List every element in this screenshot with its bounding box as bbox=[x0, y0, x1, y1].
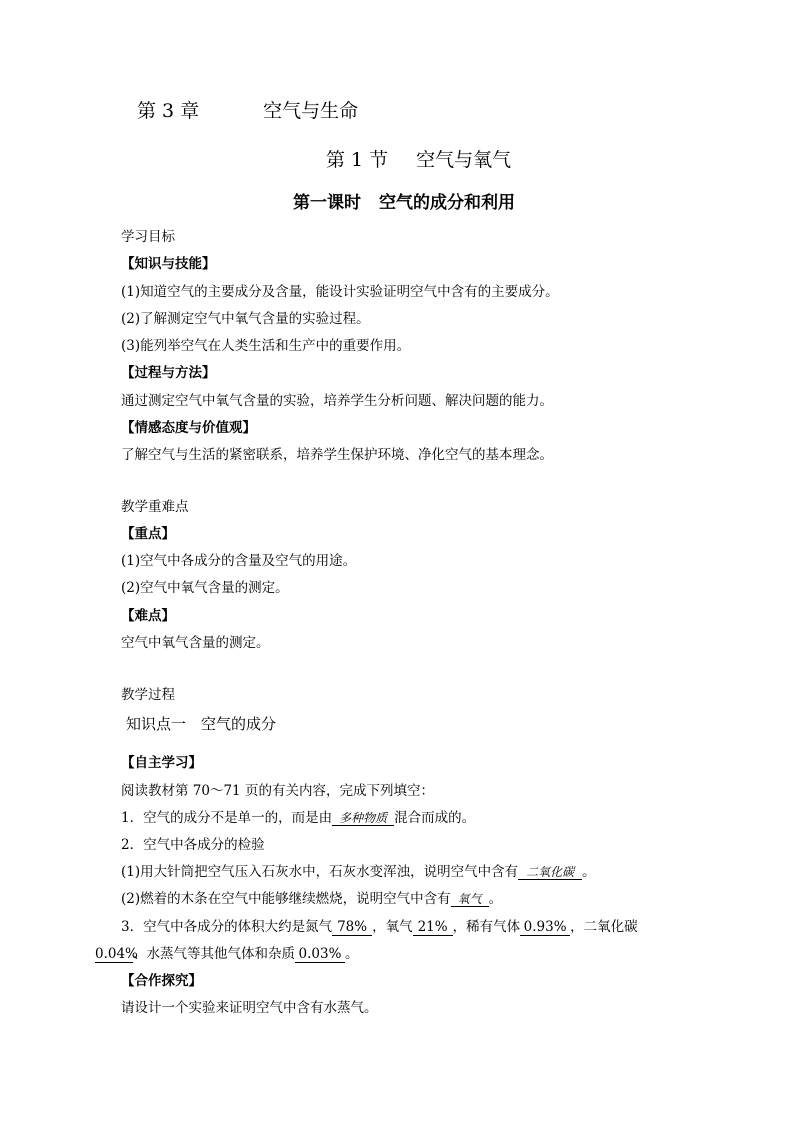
knowledge-point-title: 知识点一 空气的成分 bbox=[126, 715, 277, 733]
knowledge-item: (3)能列举空气在人类生活和生产中的重要作用。 bbox=[121, 338, 411, 354]
lesson-number: 第一课时 bbox=[293, 193, 361, 213]
question-2-2-prefix: (2)燃着的木条在空气中能够继续燃烧，说明空气中含有 bbox=[121, 891, 451, 907]
question-3-text: 、水蒸气等其他气体和杂质 bbox=[133, 946, 295, 962]
process-method-text: 通过测定空气中氧气含量的实验，培养学生分析问题、解决问题的能力。 bbox=[121, 393, 553, 409]
answer-blank-nitrogen: 78% bbox=[332, 920, 372, 936]
reading-instruction: 阅读教材第 70～71 页的有关内容，完成下列填空： bbox=[121, 783, 434, 799]
question-3-text: ，二氧化碳 bbox=[570, 919, 638, 935]
question-2: 2．空气中各成分的检验 bbox=[121, 837, 265, 853]
chapter-title: 空气与生命 bbox=[263, 100, 359, 122]
lesson-title: 空气的成分和利用 bbox=[379, 193, 515, 213]
question-2-2-suffix: 。 bbox=[488, 891, 503, 907]
answer-blank: 多种物质 bbox=[332, 812, 394, 826]
question-3-text: 。 bbox=[345, 946, 359, 962]
objectives-heading: 学习目标 bbox=[121, 229, 175, 245]
answer-blank-other: 0.03% bbox=[295, 947, 345, 963]
section-title: 空气与氧气 bbox=[416, 149, 512, 171]
difficulty-heading: 【难点】 bbox=[121, 608, 175, 624]
knowledge-item: (2)了解测定空气中氧气含量的实验过程。 bbox=[121, 311, 370, 327]
answer-blank: 二氧化碳 bbox=[518, 866, 582, 880]
question-2-1-prefix: (1)用大针筒把空气压入石灰水中，石灰水变浑浊，说明空气中含有 bbox=[121, 864, 519, 880]
question-1-prefix: 1．空气的成分不是单一的，而是由 bbox=[121, 810, 333, 826]
question-3-continued bbox=[95, 942, 359, 963]
chapter-number: 第 3 章 bbox=[137, 100, 200, 122]
cooperation-heading: 【合作探究】 bbox=[121, 973, 202, 989]
question-2-2 bbox=[121, 887, 502, 907]
question-3-text: 3．空气中各成分的体积大约是氮气 bbox=[121, 919, 333, 935]
knowledge-item: (1)知道空气的主要成分及含量，能设计实验证明空气中含有的主要成分。 bbox=[121, 284, 559, 300]
question-3-text: ，氧气 bbox=[372, 919, 413, 935]
question-3 bbox=[121, 915, 638, 936]
section-number: 第 1 节 bbox=[326, 149, 389, 171]
self-study-heading: 【自主学习】 bbox=[121, 755, 202, 771]
question-2-1-suffix: 。 bbox=[582, 864, 596, 880]
section-heading bbox=[326, 145, 511, 172]
focus-item: (2)空气中氧气含量的测定。 bbox=[121, 580, 289, 596]
question-3-text: ，稀有气体 bbox=[452, 919, 521, 935]
focus-heading: 【重点】 bbox=[121, 526, 175, 542]
lesson-heading bbox=[293, 188, 515, 213]
teaching-process-heading: 教学过程 bbox=[121, 687, 175, 703]
cooperation-text: 请设计一个实验来证明空气中含有水蒸气。 bbox=[121, 1000, 378, 1016]
answer-blank: 氧气 bbox=[451, 893, 489, 907]
emotion-values-text: 了解空气与生活的紧密联系，培养学生保护环境、净化空气的基本理念。 bbox=[121, 447, 553, 463]
chapter-heading bbox=[137, 96, 358, 123]
question-2-1 bbox=[121, 860, 596, 880]
focus-item: (1)空气中各成分的含量及空气的用途。 bbox=[121, 553, 357, 569]
answer-blank-co2: 0.04% bbox=[95, 946, 138, 962]
answer-blank-rare-gas: 0.93% bbox=[520, 920, 570, 936]
process-method-heading: 【过程与方法】 bbox=[121, 365, 216, 381]
answer-blank-oxygen: 21% bbox=[413, 920, 453, 936]
emotion-values-heading: 【情感态度与价值观】 bbox=[121, 420, 256, 436]
difficulty-text: 空气中氧气含量的测定。 bbox=[121, 635, 270, 651]
key-points-heading: 教学重难点 bbox=[121, 499, 189, 515]
knowledge-skills-heading: 【知识与技能】 bbox=[121, 256, 216, 272]
question-1 bbox=[121, 806, 475, 826]
question-1-suffix: 混合而成的。 bbox=[394, 810, 476, 826]
